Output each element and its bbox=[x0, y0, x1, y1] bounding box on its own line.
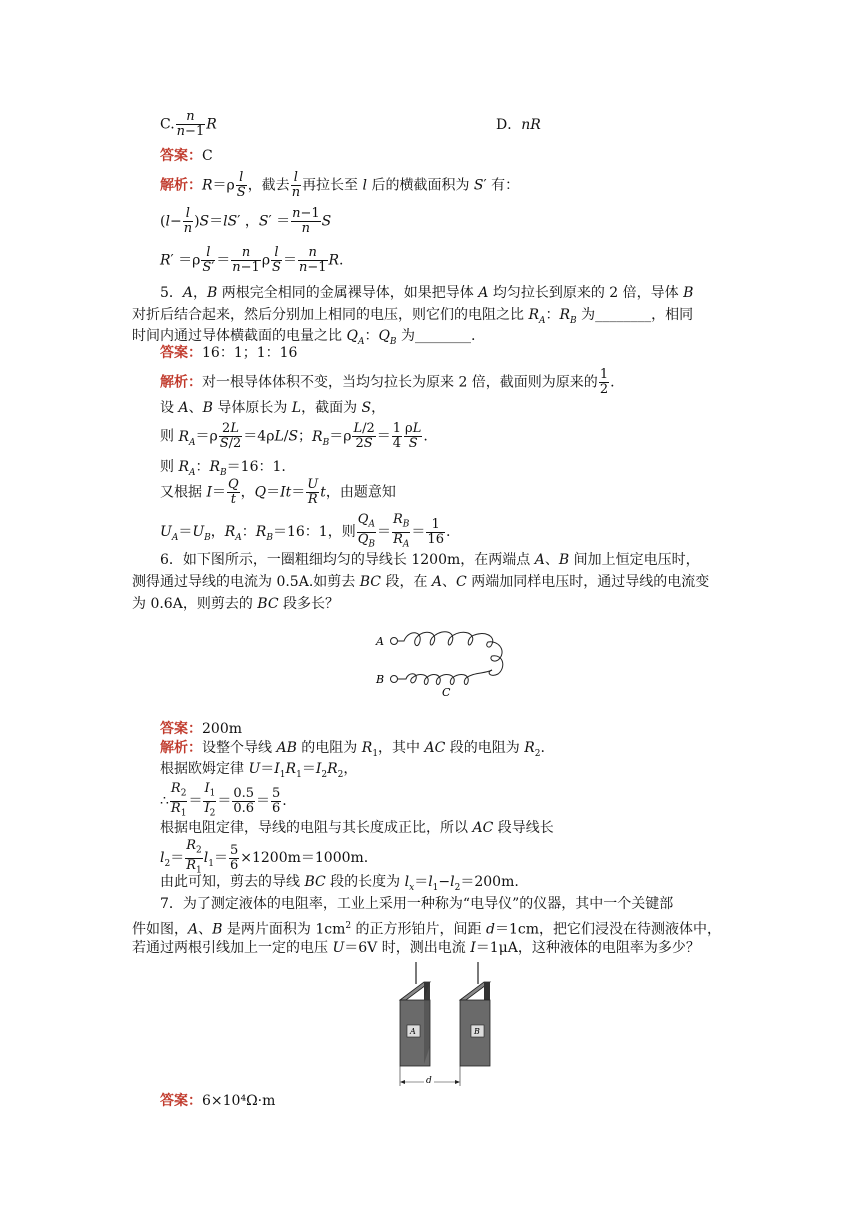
q7-answer bbox=[160, 1092, 275, 1110]
analysis-text: 对一根导体体积不变，当均匀拉长为原来 2 倍，截面则为原来的 bbox=[202, 374, 598, 391]
answer-label: 答案： bbox=[160, 345, 202, 361]
q6-stem-2: 测得通过导线的电流为 0.5A.如剪去 BC 段，在 A、C 两端加同样电压时，通过导线的电流变 bbox=[132, 574, 710, 590]
q4-analysis-line1: 解析：R＝ρ $\frac{l}{S}$ ，截去 $\frac{l}{n}$ 再拉长至 l 后的横截面积为 S′ 有： bbox=[160, 170, 520, 200]
q5-stem-1: 5．A，B 两根完全相同的金属裸导体，如果把导体 A 均匀拉长到原来的 2 倍，导体 B bbox=[160, 285, 694, 301]
q6-analysis-6: 由此可知，剪去的导线 BC 段的长度为 $l_x=l_1-l_2=200m$. bbox=[160, 874, 519, 893]
answer-label: 答案： bbox=[160, 1093, 202, 1109]
analysis-label: 解析： bbox=[160, 740, 202, 756]
label-b: B bbox=[376, 673, 385, 686]
answer-value: 16：1；1：16 bbox=[202, 345, 298, 361]
option-d: D．nR bbox=[496, 117, 541, 133]
q5-analysis-6: $U_A=U_B$，$R_A$：$R_B=16$：1，则 $\frac{Q_A}{Q_B}$ ＝ $\frac{R_B}{R_A}$ ＝ $\frac{1}{16}$ . bbox=[160, 512, 451, 550]
q5-answer bbox=[160, 344, 297, 362]
q6-stem-1: 6．如下图所示，一圈粗细均匀的导线长 1200m，在两端点 A、B 间加上恒定电压时， bbox=[160, 552, 700, 568]
answer-value: 200m bbox=[202, 721, 242, 737]
label-c: C bbox=[442, 686, 451, 699]
answer-label: 答案： bbox=[160, 721, 202, 737]
q6-analysis-1: 解析：设整个导线 AB 的电阻为 $R_1$，其中 AC 段的电阻为 $R_2$. bbox=[160, 740, 545, 759]
q5-analysis-1: 解析：对一根导体体积不变，当均匀拉长为原来 2 倍，截面则为原来的 $\frac{1}{2}$ . bbox=[160, 367, 615, 397]
plate-label-b: B bbox=[474, 1027, 480, 1036]
q7-stem-1: 7．为了测定液体的电阻率，工业上采用一种称为“电导仪”的仪器，其中一个关键部 bbox=[160, 896, 674, 912]
analysis-label: 解析： bbox=[160, 374, 202, 391]
option-c: C. $\frac{n}{n-1}$ R bbox=[160, 109, 217, 139]
q5-analysis-4: 则 $R_A$：$R_B=16$：1. bbox=[160, 459, 286, 478]
distance-label-d: d bbox=[426, 1076, 432, 1086]
label-a: A bbox=[376, 635, 384, 648]
plate-label-a: A bbox=[410, 1027, 416, 1036]
q6-analysis-5: $l_2=$ $\frac{R_2}{R_1}$ $l_1=$ $\frac{5}{6}$ ×1200m＝1000m. bbox=[160, 838, 369, 876]
q7-stem-2: 件如图，A、B 是两片面积为 $1cm^2$ 的正方形铂片，间距 d＝1cm，把它们浸没在待测液体中， bbox=[132, 921, 721, 938]
q5-stem-3: 时间内通过导体横截面的电量之比 $Q_A$：$Q_B$ 为________. bbox=[132, 328, 476, 347]
q5-analysis-5: 又根据 I＝ $\frac{Q}{t}$ ，Q＝It＝ $\frac{U}{R}$ t，由题意知 bbox=[160, 477, 396, 507]
q6-analysis-4: 根据电阻定律，导线的电阻与其长度成正比，所以 AC 段导线长 bbox=[160, 820, 554, 836]
q4-answer bbox=[160, 147, 213, 165]
q6-analysis-3: ∴ $\frac{R_2}{R_1}$ ＝ $\frac{I_1}{I_2}$ ＝ $\frac{0.5}{0.6}$ ＝ $\frac{5}{6}$ . bbox=[160, 781, 287, 819]
q4-analysis-line3: R′ ＝ρ $\frac{l}{S'}$ ＝ $\frac{n}{n-1}$ ρ $\frac{l}{S}$ ＝ $\frac{n}{n-1}$ R. bbox=[160, 245, 344, 275]
analysis-label: 解析： bbox=[160, 177, 202, 194]
q6-answer bbox=[160, 720, 242, 738]
q5-analysis-2: 设 A、B 导体原长为 L，截面为 S， bbox=[160, 400, 386, 416]
answer-label: 答案： bbox=[160, 148, 202, 164]
coil-wire-figure bbox=[372, 620, 522, 700]
answer-value: 6×10⁴Ω·m bbox=[202, 1093, 276, 1109]
answer-value: C bbox=[202, 148, 213, 164]
q5-analysis-3: 则 $R_A=\rho$ $\frac{2L}{S/2}$ ＝4ρL/S；$R_B=\rho$ $\frac{L/2}{2S}$ ＝ $\frac{1}{4}$ $\frac{\rho L}{S}$ . bbox=[160, 421, 428, 451]
q6-analysis-2: 根据欧姆定律 $U=I_1R_1=I_2R_2$， bbox=[160, 761, 358, 780]
q7-stem-3: 若通过两根引线加上一定的电压 U＝6V 时，测出电流 I＝1μA，这种液体的电阻率为多少？ bbox=[132, 940, 700, 956]
q6-stem-3: 为 0.6A，则剪去的 BC 段多长？ bbox=[132, 596, 339, 612]
q5-stem-2: 对折后结合起来，然后分别加上相同的电压，则它们的电阻之比 $R_A$：$R_B$ 为________，相同 bbox=[132, 307, 694, 326]
conductivity-cell-figure bbox=[390, 962, 510, 1088]
q4-analysis-line2: (l− $\frac{l}{n}$ )S＝lS′ ，S′ ＝ $\frac{n-1}{n}$ S bbox=[160, 206, 332, 236]
